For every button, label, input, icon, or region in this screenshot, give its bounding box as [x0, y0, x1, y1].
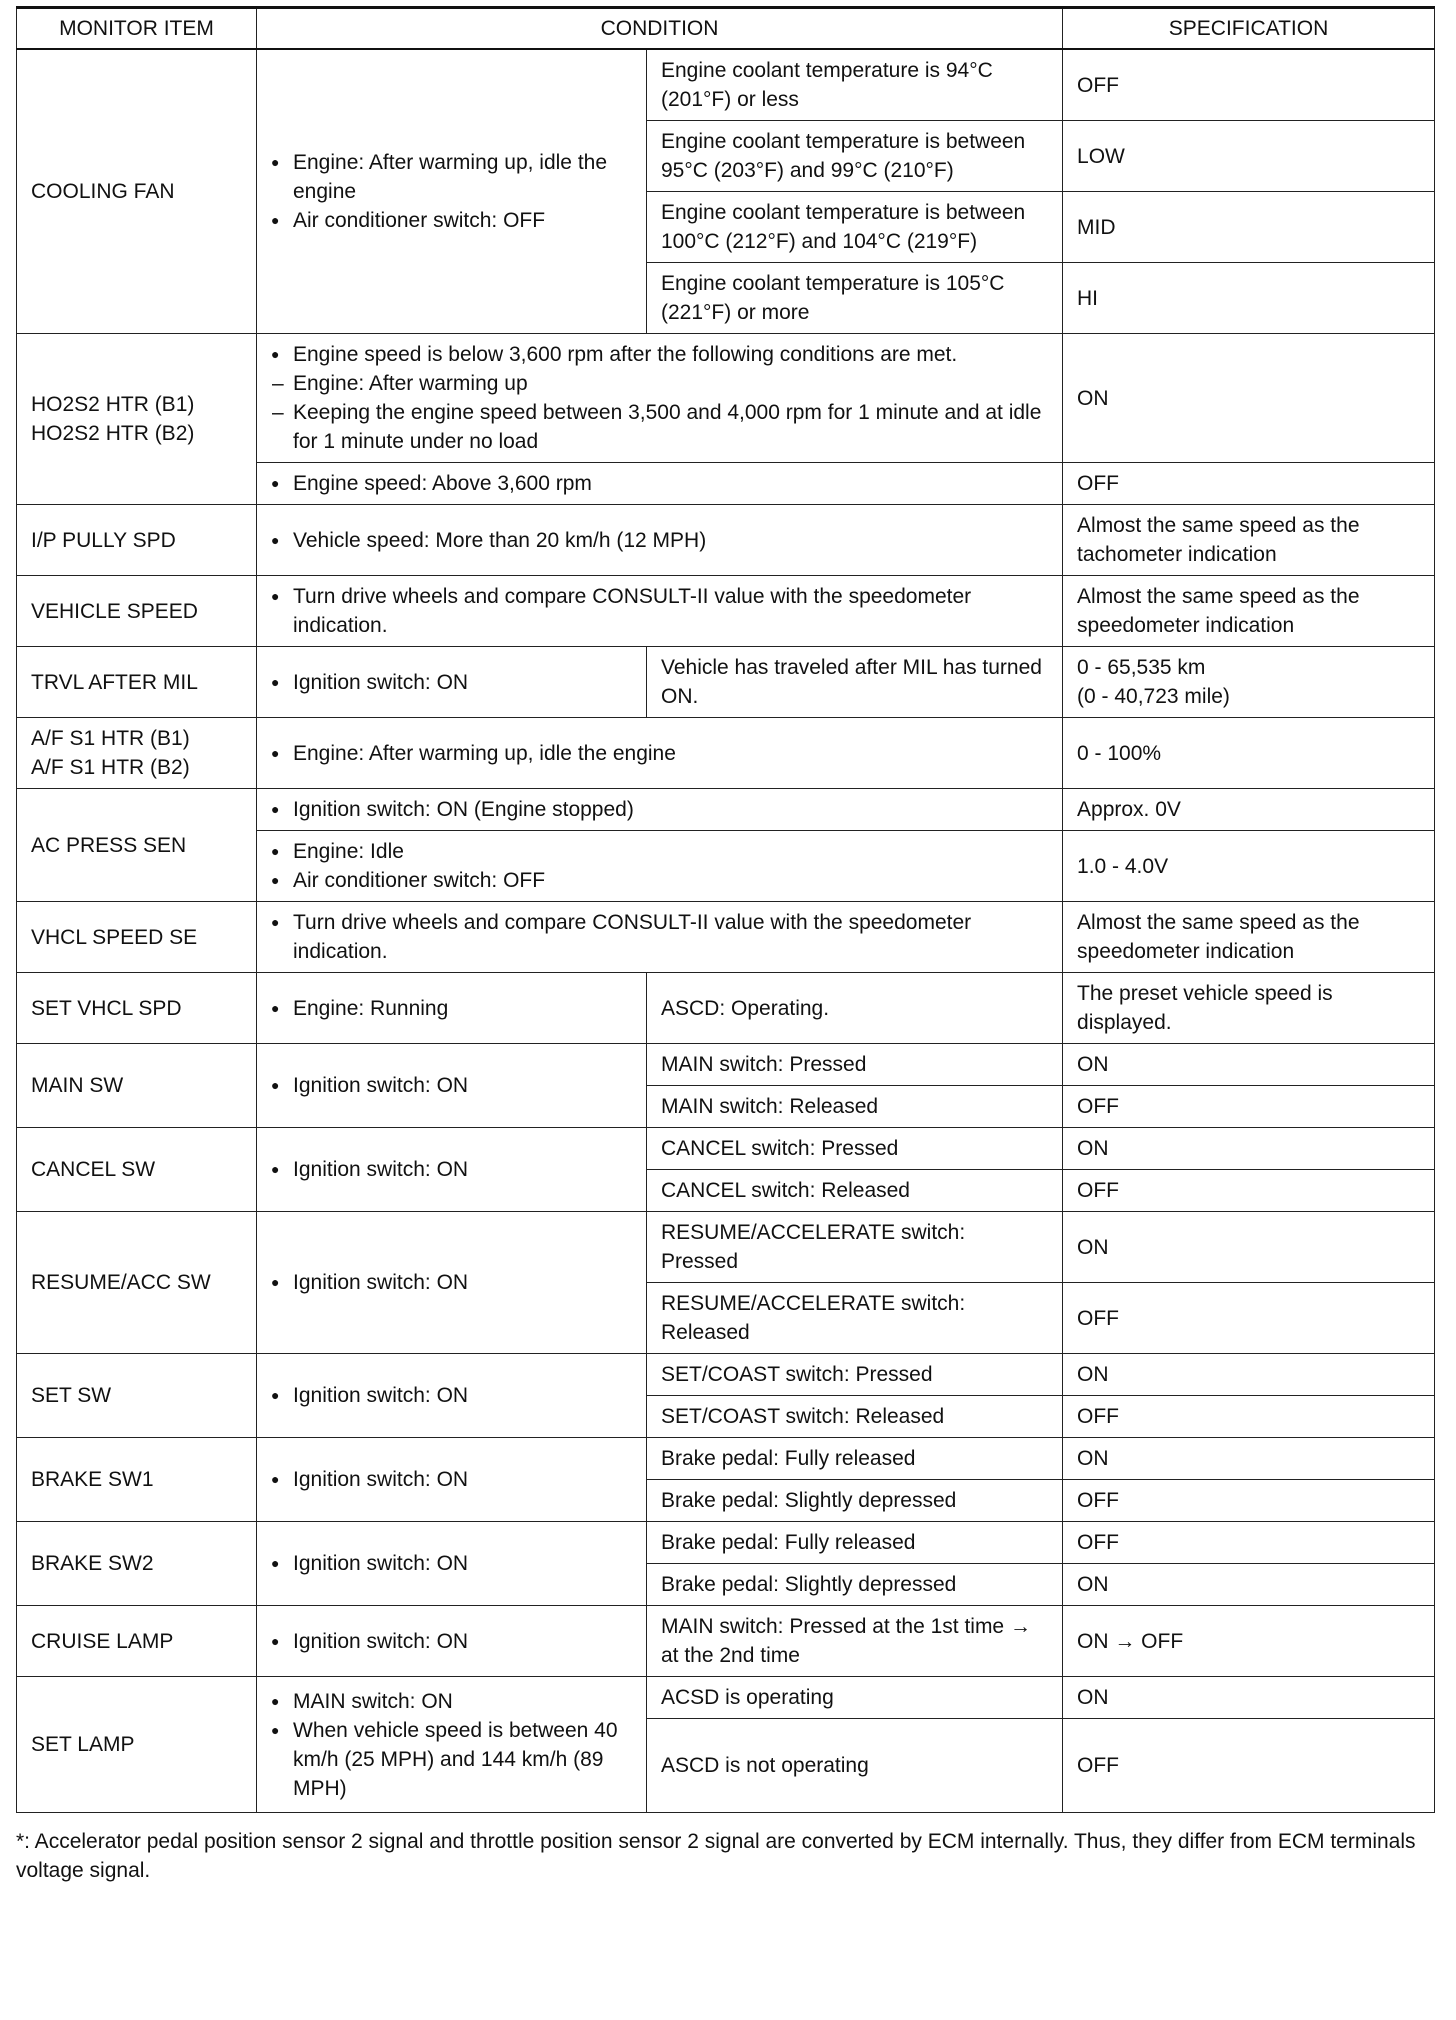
- specification: [1063, 647, 1435, 718]
- monitor-item-cancel-sw: CANCEL SW: [17, 1128, 257, 1212]
- condition-bullet: ● Engine: After warming up, idle the engine: [271, 148, 632, 206]
- sub-condition: Brake pedal: Slightly depressed: [647, 1480, 1063, 1522]
- sub-condition: Vehicle has traveled after MIL has turned ON.: [647, 647, 1063, 718]
- header-condition: CONDITION: [257, 8, 1063, 50]
- monitor-item-cooling-fan: COOLING FAN: [17, 49, 257, 334]
- specification: ON → OFF: [1063, 1606, 1435, 1677]
- specification: ON: [1063, 1128, 1435, 1170]
- specification: OFF: [1063, 1170, 1435, 1212]
- monitor-item-trvl-after-mil: TRVL AFTER MIL: [17, 647, 257, 718]
- table-row: [17, 1522, 1435, 1564]
- specification: ON: [1063, 1564, 1435, 1606]
- condition-bullet: ● Engine: After warming up, idle the engine: [271, 739, 1048, 768]
- table-row: [17, 973, 1435, 1044]
- specification: 1.0 - 4.0V: [1063, 831, 1435, 902]
- specification: OFF: [1063, 1719, 1435, 1813]
- table-row: [17, 1677, 1435, 1719]
- sub-condition: Brake pedal: Fully released: [647, 1522, 1063, 1564]
- condition-cell: [257, 1128, 647, 1212]
- monitor-item-cruise-lamp: CRUISE LAMP: [17, 1606, 257, 1677]
- monitor-item-af-s1-htr: [17, 718, 257, 789]
- sub-condition: Engine coolant temperature is 94°C (201°F) or less: [647, 49, 1063, 121]
- specification: ON: [1063, 1044, 1435, 1086]
- condition-bullet: ● Turn drive wheels and compare CONSULT-II value with the speedometer indication.: [271, 582, 1048, 640]
- table-row: [17, 789, 1435, 831]
- table-row: [17, 902, 1435, 973]
- condition-cell: [257, 973, 647, 1044]
- condition-bullet: ● Ignition switch: ON: [271, 668, 632, 697]
- condition-cell: [257, 334, 1063, 463]
- specification: ON: [1063, 1677, 1435, 1719]
- condition-cell: [257, 49, 647, 334]
- specification: OFF: [1063, 463, 1435, 505]
- specification: ON: [1063, 334, 1435, 463]
- condition-dash-item: – Engine: After warming up: [271, 369, 1048, 398]
- specification: ON: [1063, 1438, 1435, 1480]
- table-row: [17, 1438, 1435, 1480]
- specification: LOW: [1063, 121, 1435, 192]
- table-row: [17, 49, 1435, 121]
- specification: MID: [1063, 192, 1435, 263]
- condition-bullet: ● Ignition switch: ON: [271, 1627, 632, 1656]
- sub-condition: RESUME/ACCELERATE switch: Released: [647, 1283, 1063, 1354]
- specification: Approx. 0V: [1063, 789, 1435, 831]
- sub-condition: ACSD is operating: [647, 1677, 1063, 1719]
- monitor-item-resume-acc-sw: RESUME/ACC SW: [17, 1212, 257, 1354]
- condition-cell: [257, 789, 1063, 831]
- specification: OFF: [1063, 1396, 1435, 1438]
- monitor-item-main-sw: MAIN SW: [17, 1044, 257, 1128]
- monitor-item-line: A/F S1 HTR (B1): [31, 727, 190, 750]
- condition-bullet: ● Engine: Running: [271, 994, 632, 1023]
- condition-cell: [257, 1606, 647, 1677]
- specification-line: (0 - 40,723 mile): [1077, 685, 1230, 708]
- condition-cell: [257, 1044, 647, 1128]
- sub-condition: SET/COAST switch: Pressed: [647, 1354, 1063, 1396]
- specification: The preset vehicle speed is displayed.: [1063, 973, 1435, 1044]
- sub-condition: Engine coolant temperature is 105°C (221°F) or more: [647, 263, 1063, 334]
- condition-bullet: ● Ignition switch: ON: [271, 1549, 632, 1578]
- monitor-item-set-vhcl-spd: SET VHCL SPD: [17, 973, 257, 1044]
- table-row: [17, 1606, 1435, 1677]
- table-row: [17, 576, 1435, 647]
- sub-condition: MAIN switch: Pressed: [647, 1044, 1063, 1086]
- specification: ON: [1063, 1354, 1435, 1396]
- sub-condition: Brake pedal: Slightly depressed: [647, 1564, 1063, 1606]
- specification: OFF: [1063, 1283, 1435, 1354]
- table-row: [17, 334, 1435, 463]
- table-row: [17, 647, 1435, 718]
- specification: Almost the same speed as the tachometer indication: [1063, 505, 1435, 576]
- specification-line: 0 - 65,535 km: [1077, 656, 1206, 679]
- condition-dash-item: – Keeping the engine speed between 3,500 and 4,000 rpm for 1 minute and at idle for 1 minute under no load: [271, 398, 1048, 456]
- specification: Almost the same speed as the speedometer indication: [1063, 902, 1435, 973]
- condition-bullet: ● Ignition switch: ON: [271, 1465, 632, 1494]
- header-monitor-item: MONITOR ITEM: [17, 8, 257, 50]
- monitor-item-brake-sw2: BRAKE SW2: [17, 1522, 257, 1606]
- header-specification: SPECIFICATION: [1063, 8, 1435, 50]
- sub-condition: SET/COAST switch: Released: [647, 1396, 1063, 1438]
- sub-condition: ASCD is not operating: [647, 1719, 1063, 1813]
- condition-cell: [257, 463, 1063, 505]
- condition-bullet: ● When vehicle speed is between 40 km/h (25 MPH) and 144 km/h (89 MPH): [271, 1716, 632, 1803]
- specification: OFF: [1063, 1086, 1435, 1128]
- specification: ON: [1063, 1212, 1435, 1283]
- specification: Almost the same speed as the speedometer indication: [1063, 576, 1435, 647]
- condition-cell: [257, 902, 1063, 973]
- monitor-item-vhcl-speed-se: VHCL SPEED SE: [17, 902, 257, 973]
- document-page: [16, 6, 1434, 1885]
- condition-bullet: ● Air conditioner switch: OFF: [271, 206, 632, 235]
- condition-bullet: ● Ignition switch: ON: [271, 1071, 632, 1100]
- sub-condition: CANCEL switch: Released: [647, 1170, 1063, 1212]
- monitor-item-line: HO2S2 HTR (B2): [31, 422, 195, 445]
- table-row: [17, 1128, 1435, 1170]
- monitor-item-brake-sw1: BRAKE SW1: [17, 1438, 257, 1522]
- sub-condition: ASCD: Operating.: [647, 973, 1063, 1044]
- condition-bullet: ● Ignition switch: ON: [271, 1268, 632, 1297]
- table-row: [17, 1212, 1435, 1283]
- condition-cell: [257, 1354, 647, 1438]
- condition-cell: [257, 831, 1063, 902]
- sub-condition: Engine coolant temperature is between 100°C (212°F) and 104°C (219°F): [647, 192, 1063, 263]
- condition-cell: [257, 505, 1063, 576]
- condition-bullet: ● MAIN switch: ON: [271, 1687, 632, 1716]
- sub-condition: MAIN switch: Pressed at the 1st time → at the 2nd time: [647, 1606, 1063, 1677]
- condition-cell: [257, 576, 1063, 647]
- monitor-item-set-sw: SET SW: [17, 1354, 257, 1438]
- condition-bullet: ● Engine: Idle: [271, 837, 1048, 866]
- table-row: [17, 1044, 1435, 1086]
- condition-cell: [257, 1677, 647, 1813]
- condition-bullet: ● Ignition switch: ON: [271, 1155, 632, 1184]
- monitor-item-line: A/F S1 HTR (B2): [31, 756, 190, 779]
- sub-condition: CANCEL switch: Pressed: [647, 1128, 1063, 1170]
- monitor-item-vehicle-speed: VEHICLE SPEED: [17, 576, 257, 647]
- specification: OFF: [1063, 49, 1435, 121]
- data-monitor-table: [16, 6, 1435, 1813]
- specification: OFF: [1063, 1480, 1435, 1522]
- condition-bullet: ● Engine speed: Above 3,600 rpm: [271, 469, 1048, 498]
- condition-bullet: ● Engine speed is below 3,600 rpm after the following conditions are met.: [271, 340, 1048, 369]
- footnote: *: Accelerator pedal position sensor 2 signal and throttle position sensor 2 signal are converted by ECM internally. Thus, they differ from ECM terminals voltage signal.: [16, 1830, 1416, 1882]
- specification: OFF: [1063, 1522, 1435, 1564]
- table-row: [17, 1354, 1435, 1396]
- condition-bullet: ● Air conditioner switch: OFF: [271, 866, 1048, 895]
- condition-bullet: ● Turn drive wheels and compare CONSULT-II value with the speedometer indication.: [271, 908, 1048, 966]
- table-header-row: [17, 8, 1435, 50]
- sub-condition: Brake pedal: Fully released: [647, 1438, 1063, 1480]
- sub-condition: MAIN switch: Released: [647, 1086, 1063, 1128]
- condition-cell: [257, 1438, 647, 1522]
- monitor-item-line: HO2S2 HTR (B1): [31, 393, 195, 416]
- condition-cell: [257, 1212, 647, 1354]
- specification: HI: [1063, 263, 1435, 334]
- table-row: [17, 718, 1435, 789]
- monitor-item-ac-press-sen: AC PRESS SEN: [17, 789, 257, 902]
- condition-cell: [257, 718, 1063, 789]
- condition-cell: [257, 647, 647, 718]
- table-row: [17, 505, 1435, 576]
- sub-condition: RESUME/ACCELERATE switch: Pressed: [647, 1212, 1063, 1283]
- specification: 0 - 100%: [1063, 718, 1435, 789]
- sub-condition: Engine coolant temperature is between 95°C (203°F) and 99°C (210°F): [647, 121, 1063, 192]
- monitor-item-set-lamp: SET LAMP: [17, 1677, 257, 1813]
- condition-bullet: ● Ignition switch: ON (Engine stopped): [271, 795, 1048, 824]
- monitor-item-ip-pully-spd: I/P PULLY SPD: [17, 505, 257, 576]
- monitor-item-ho2s2-htr: [17, 334, 257, 505]
- condition-cell: [257, 1522, 647, 1606]
- condition-bullet: ● Vehicle speed: More than 20 km/h (12 MPH): [271, 526, 1048, 555]
- condition-bullet: ● Ignition switch: ON: [271, 1381, 632, 1410]
